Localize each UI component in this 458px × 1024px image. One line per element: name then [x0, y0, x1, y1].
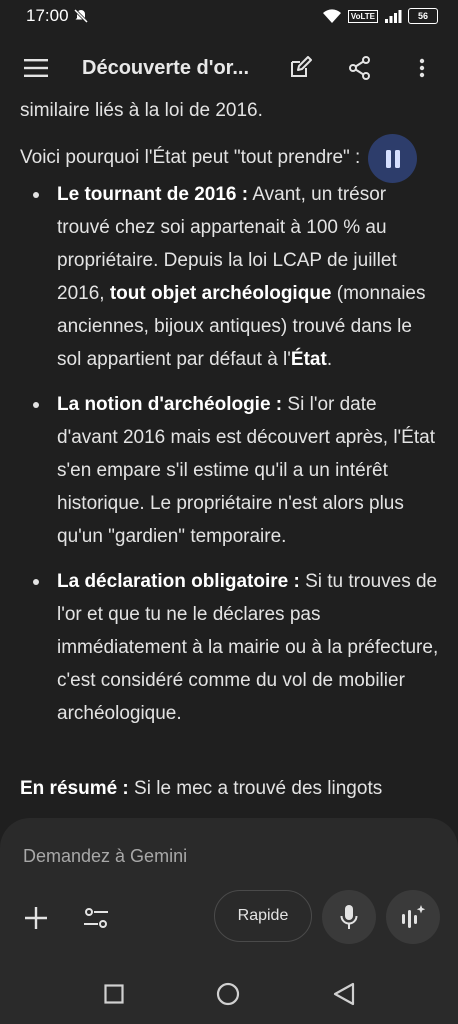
edit-button[interactable] — [284, 52, 316, 84]
system-nav-bar — [0, 958, 458, 1024]
circle-icon — [216, 982, 240, 1006]
menu-button[interactable] — [18, 52, 54, 84]
cut-off-line: similaire liés à la loi de 2016. — [20, 100, 263, 121]
share-button[interactable] — [344, 52, 376, 84]
list-item: La déclaration obligatoire : Si tu trouves de l'or et que tu ne le déclares pas immédiatement à la mairie ou à la préfecture, c'est considéré comme du vol de mobilier archéologique. — [20, 565, 440, 730]
back-button[interactable] — [326, 978, 362, 1010]
mic-button[interactable] — [322, 890, 376, 944]
summary-paragraph: En résumé : Si le mec a trouvé des lingots — [20, 778, 383, 799]
more-vert-icon — [419, 58, 425, 78]
mode-label: Rapide — [237, 907, 289, 924]
battery-level: 56 — [417, 11, 428, 21]
pause-icon — [385, 150, 401, 168]
menu-icon — [24, 59, 48, 77]
prompt-input[interactable]: Demandez à Gemini — [23, 846, 188, 866]
response-content — [0, 100, 458, 820]
app-bar — [0, 34, 458, 102]
add-button[interactable] — [20, 902, 52, 934]
share-icon — [349, 56, 371, 80]
list-item: La notion d'archéologie : Si l'or date d'avant 2016 mais est découvert après, l'État s'en empare s'il estime qu'il a un intérêt historique. Le propriétaire n'est alors plus qu'un "gardien" temporaire. — [20, 388, 440, 553]
mode-selector-button[interactable] — [214, 890, 312, 942]
bullet-list — [20, 178, 440, 742]
gemini-live-icon — [400, 904, 426, 930]
dnd-icon — [73, 8, 89, 24]
signal-icon — [384, 8, 402, 24]
mic-icon — [340, 904, 358, 930]
tune-icon — [83, 907, 109, 929]
wifi-icon — [322, 8, 342, 24]
tools-button[interactable] — [80, 902, 112, 934]
pause-button[interactable] — [368, 134, 417, 183]
list-item: Le tournant de 2016 : Avant, un trésor trouvé chez soi appartenait à 100 % au propriétaire. Depuis la loi LCAP de juillet 2016, tout objet archéologique (monnaies anciennes, bijoux antiques) trouvé dans le sol appartient par défaut à l'État. — [20, 178, 440, 376]
conversation-title[interactable]: Découverte d'or... — [82, 57, 250, 79]
status-time: 17:00 — [26, 6, 69, 25]
home-button[interactable] — [210, 978, 246, 1010]
status-bar — [0, 0, 458, 34]
recents-button[interactable] — [96, 980, 132, 1008]
more-button[interactable] — [406, 52, 438, 84]
square-icon — [104, 984, 124, 1004]
volte-badge: VoLTE — [348, 10, 378, 23]
add-icon — [24, 906, 48, 930]
intro-paragraph: Voici pourquoi l'État peut "tout prendre" : — [20, 147, 361, 168]
triangle-back-icon — [333, 982, 355, 1006]
battery-icon — [408, 8, 438, 24]
gemini-live-button[interactable] — [386, 890, 440, 944]
edit-icon — [288, 56, 312, 80]
